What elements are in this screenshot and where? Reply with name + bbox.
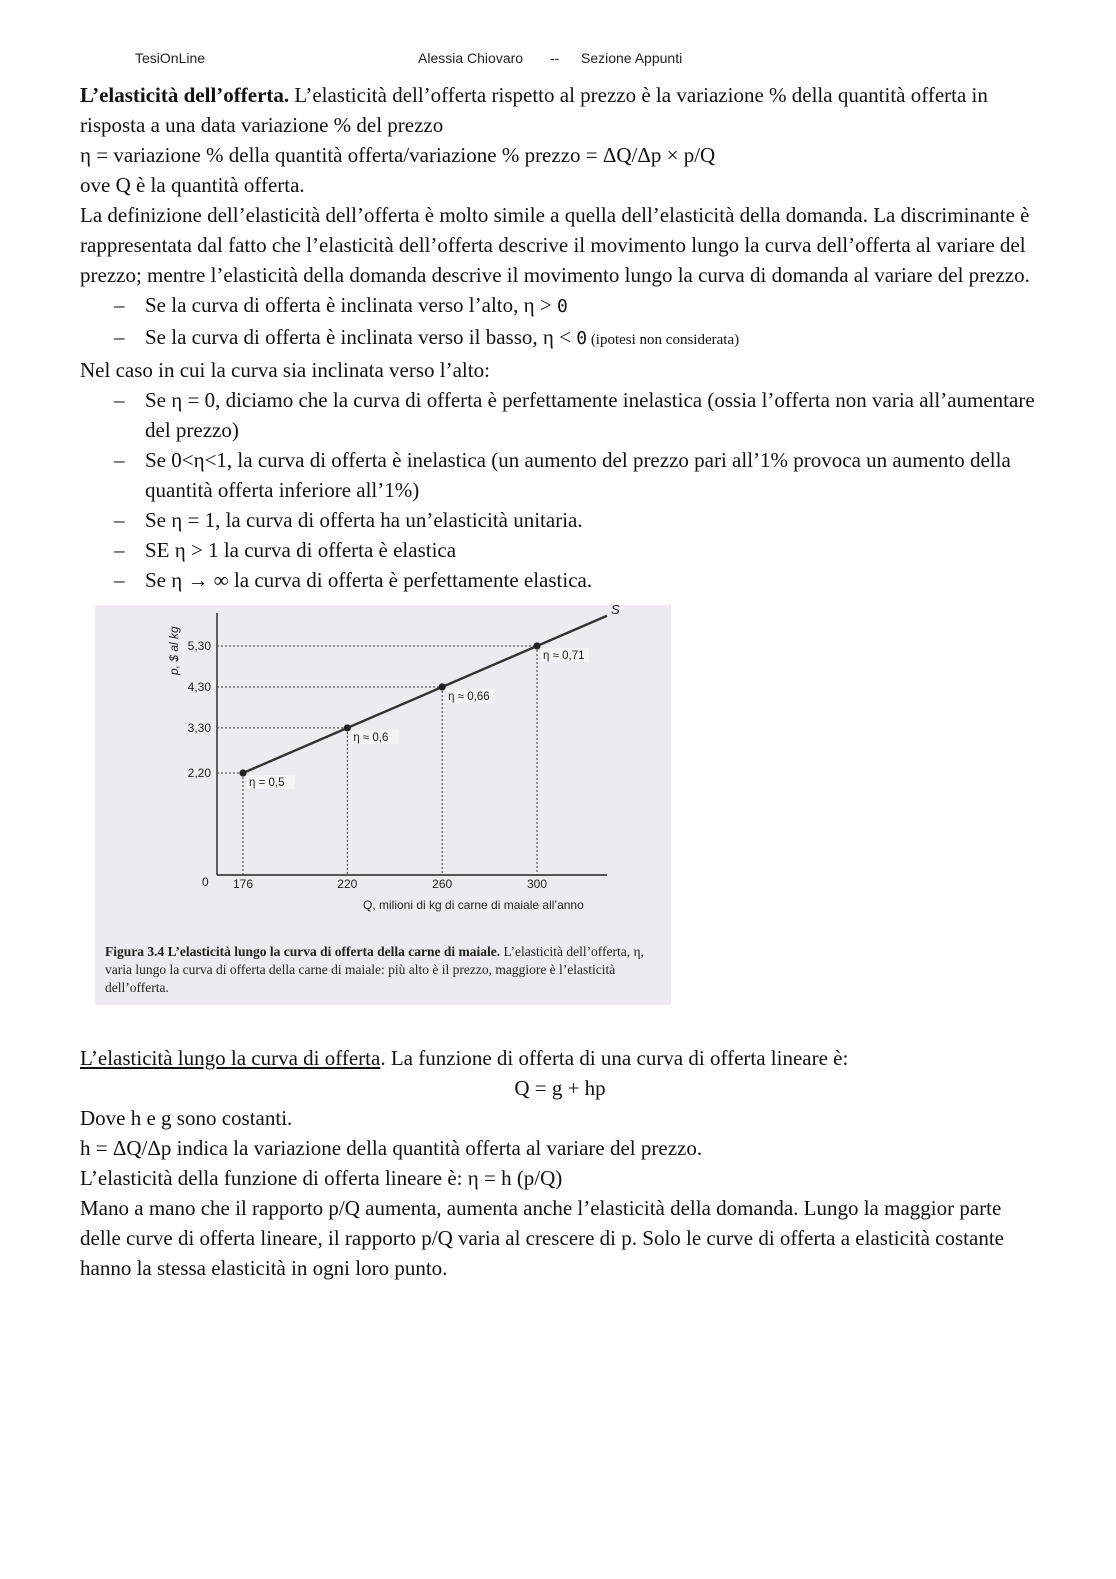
definition-paragraph: La definizione dell’elasticità dell’offerta è molto simile a quella dell’elasticità della domanda. La discriminante è rappresentata dal fatto che l’elasticità dell’offerta descrive il movimento lungo la curva dell’offerta al variare del prezzo; mentre l’elasticità della domanda descrive il movimento lungo la curva di domanda al variare del prezzo. (80, 203, 1030, 287)
y-tick-label: 3,30 (187, 720, 211, 735)
section1-intro: L’elasticità dell’offerta rispetto al prezzo è la variazione % della quantità offerta in risposta a una data variazione % del prezzo (80, 83, 988, 137)
header-separator: -- (550, 50, 560, 66)
x-tick-label: 176 (232, 877, 254, 891)
header-section: Sezione Appunti (581, 50, 683, 66)
formula-where: ove Q è la quantità offerta. (80, 173, 305, 197)
constants-line: Dove h e g sono costanti. (80, 1106, 293, 1130)
header-author: Alessia Chiovaro (418, 50, 524, 66)
case-bullet: – Se η → ∞ la curva di offerta è perfettamente elastica. (80, 565, 1040, 595)
data-point (533, 642, 540, 649)
y-tick-label: 5,30 (187, 639, 211, 653)
y-tick-label: 2,20 (187, 766, 211, 780)
supply-curve-label: S (611, 605, 620, 617)
sign-bullet-text: Se la curva di offerta è inclinata verso l’alto, η > (145, 293, 557, 317)
x-tick-label: 220 (337, 877, 358, 891)
supply-elasticity-figure (95, 605, 671, 1005)
case-bullet: – Se η = 0, diciamo che la curva di offerta è perfettamente inelastica (ossia l’offerta non varia all’aumentare del prezzo) (80, 385, 1040, 445)
sign-bullet-text: Se la curva di offerta è inclinata verso il basso, η < (145, 325, 577, 349)
origin-label: 0 (202, 875, 209, 889)
section2-title: L’elasticità lungo la curva di offerta (80, 1046, 381, 1070)
data-point (439, 683, 446, 690)
sign-bullet (80, 322, 1040, 355)
sign-bullet (80, 290, 1040, 322)
document-body (80, 80, 1040, 1283)
section1-title: L’elasticità dell’offerta. (80, 83, 290, 107)
case-bullet-list (80, 385, 1040, 595)
x-tick-label: 260 (432, 877, 453, 891)
eta-label: η ≈ 0,6 (353, 731, 389, 744)
figure-caption-title: Figura 3.4 L’elasticità lungo la curva di offerta della carne di maiale. (105, 944, 501, 959)
x-tick-label: 300 (526, 877, 548, 891)
eta-label: η = 0,5 (249, 777, 285, 789)
figure-caption-text: L’elasticità dell’offerta, η, varia lungo la curva di offerta della carne di maiale: più alto è il prezzo, maggiore è l’elasticità dell’offerta. (105, 944, 644, 995)
section2-intro-paragraph (80, 1043, 1040, 1073)
figure-caption (105, 943, 670, 997)
y-tick-label: 4,30 (187, 679, 211, 694)
y-axis-label: p, $ al kg (167, 626, 181, 675)
sign-bullet-num: 0 (556, 296, 568, 317)
x-axis-label: Q, milioni di kg di carne di maiale all’anno (363, 898, 584, 912)
case-bullet: – Se 0<η<1, la curva di offerta è inelastica (un aumento del prezzo pari all’1% provoca un aumento della quantità offerta inferiore all’1%) (80, 445, 1040, 505)
data-point (239, 769, 246, 776)
sign-bullet-list (80, 290, 1040, 355)
supply-function-formula: Q = g + hp (514, 1076, 606, 1100)
case-intro: Nel caso in cui la curva sia inclinata verso l’alto: (80, 358, 490, 382)
section2-intro: . La funzione di offerta di una curva di offerta lineare è: (380, 1046, 849, 1070)
supply-line (243, 616, 607, 773)
data-point (344, 724, 351, 731)
supply-chart (95, 605, 671, 940)
h-definition: h = ΔQ/Δp indica la variazione della quantità offerta al variare del prezzo. (80, 1136, 703, 1160)
sign-bullet-note: (ipotesi non considerata) (587, 332, 740, 348)
eta-label: η ≈ 0,71 (543, 650, 585, 662)
elasticity-formula: η = variazione % della quantità offerta/variazione % prezzo = ΔQ/Δp × p/Q (80, 143, 716, 167)
header-site: TesiOnLine (135, 50, 206, 66)
section1-intro-paragraph (80, 80, 1040, 140)
eta-label: η ≈ 0,66 (448, 690, 490, 703)
case-bullet: – Se η = 1, la curva di offerta ha un’elasticità unitaria. (80, 505, 1040, 535)
page-header (0, 50, 1116, 70)
sign-bullet-num: 0 (576, 328, 588, 349)
linear-elasticity: L’elasticità della funzione di offerta lineare è: η = h (p/Q) (80, 1166, 563, 1190)
case-bullet: – SE η > 1 la curva di offerta è elastica (80, 535, 1040, 565)
conclusion-paragraph: Mano a mano che il rapporto p/Q aumenta, aumenta anche l’elasticità della domanda. Lungo la maggior parte delle curve di offerta lineare, il rapporto p/Q varia al crescere di p. Solo le curve di offerta a elasticità costante hanno la stessa elasticità in ogni loro punto. (80, 1196, 1004, 1280)
spacer (80, 1005, 1040, 1043)
